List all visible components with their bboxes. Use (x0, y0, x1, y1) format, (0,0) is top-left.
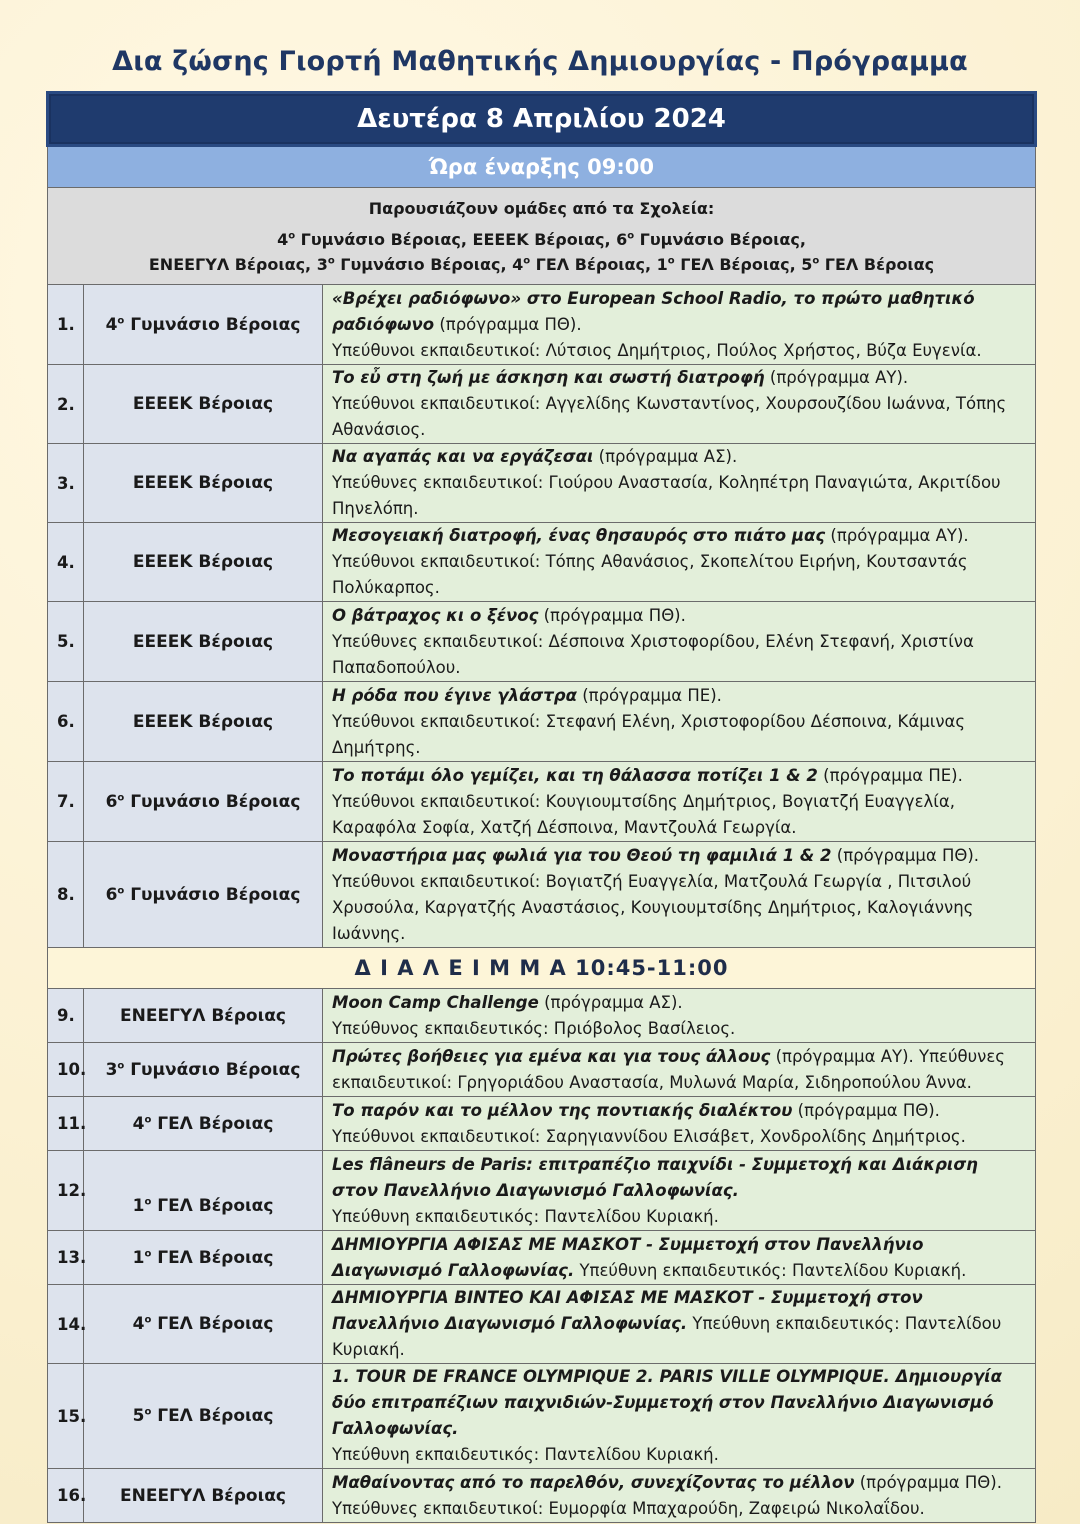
school-name: $4^o$ Γυμνάσιο Βέροιας (84, 285, 323, 365)
row-number: 10. (48, 1043, 84, 1097)
row-number: 1. (48, 285, 84, 365)
table-row (48, 762, 1036, 842)
activity-program: Υπεύθυνη εκπαιδευτικός: Παντελίδου Κυριακή. (332, 1314, 1002, 1359)
table-row (48, 602, 1036, 682)
row-number: 16. (48, 1469, 84, 1523)
activity-title: Να αγαπάς και να εργάζεσαι (332, 447, 594, 466)
school-name: ΕΕΕΕΚ Βέροιας (84, 523, 323, 602)
activity-teachers: Υπεύθυνοι εκπαιδευτικοί: Κουγιουμτσίδης Δημήτριος, Βογιατζή Ευαγγελία, Καραφόλα Σοφία, Χατζή Δέσποινα, Μαντζουλά Γεωργία. (332, 791, 955, 837)
activity-teachers: εκπαιδευτικοί: Γρηγοριάδου Αναστασία, Μυλωνά Μαρία, Σιδηροπούλου Άννα. (332, 1072, 972, 1092)
activity-title: ΔΗΜΙΟΥΡΓΙΑ ΑΦΙΣΑΣ ΜΕ ΜΑΣΚΟΤ - Συμμετοχή στον Πανελλήνιο Διαγωνισμό Γαλλοφωνίας. (332, 1234, 924, 1280)
school-name: $6^o$ Γυμνάσιο Βέροιας (84, 842, 323, 948)
break-row (48, 948, 1036, 989)
activity-title: Πρώτες βοήθειες για εμένα και για τους άλλους (332, 1046, 771, 1066)
activity-teachers: Υπεύθυνοι εκπαιδευτικοί: Αγγελίδης Κωνσταντίνος, Χουρσουζίδου Ιωάννα, Τόπης Αθανάσιος. (332, 394, 1007, 439)
activity-title: Ο βάτραχος κι ο ξένος (332, 605, 539, 625)
row-number: 4. (48, 523, 84, 602)
table-row (48, 1151, 1036, 1231)
school-name: ΕΝΕΕΓΥΛ Βέροιας (84, 1469, 323, 1523)
activity-teachers: Υπεύθυνη εκπαιδευτικός: Παντελίδου Κυριακή. (332, 1206, 719, 1226)
start-time: Ώρα έναρξης 09:00 (48, 146, 1036, 188)
activity-title: Μοναστήρια μας φωλιά για του Θεού τη φαμιλιά 1 & 2 (332, 845, 832, 865)
activity-program: (πρόγραμμα ΠΘ). (854, 1472, 1002, 1492)
table-row (48, 1231, 1036, 1285)
school-name: ΕΕΕΕΚ Βέροιας (84, 365, 323, 444)
table-row (48, 285, 1036, 365)
activity-description (323, 1469, 1036, 1523)
activity-title: Μαθαίνοντας από το παρελθόν, συνεχίζοντας το μέλλον (332, 1472, 855, 1492)
activity-description (323, 1231, 1036, 1285)
intro-block (48, 188, 1036, 285)
activity-description (323, 1151, 1036, 1231)
activity-teachers: Υπεύθυνες εκπαιδευτικοί: Ευμορφία Μπαχαρούδη, Ζαφειρώ Νικολαΐδου. (332, 1498, 925, 1518)
activity-description (323, 842, 1036, 948)
activity-description (323, 444, 1036, 523)
activity-program: (πρόγραμμα ΠΘ). (792, 1100, 940, 1120)
activity-teachers: Υπεύθυνος εκπαιδευτικός: Πριόβολος Βασίλειος. (332, 1018, 736, 1038)
table-row (48, 365, 1036, 444)
row-number: 8. (48, 842, 84, 948)
activity-teachers: Υπεύθυνη εκπαιδευτικός: Παντελίδου Κυριακή. (332, 1445, 719, 1464)
activity-program: (πρόγραμμα ΠΕ). (817, 765, 963, 785)
activity-program: (πρόγραμμα ΑΥ). (825, 526, 969, 545)
activity-description (323, 1285, 1036, 1364)
activity-title: Moon Camp Challenge (332, 992, 539, 1012)
activity-title: Les flâneurs de Paris: επιτραπέζιο παιχνίδι - Συμμετοχή και Διάκριση στον Πανελλήνιο Διαγωνισμό Γαλλοφωνίας. (332, 1154, 978, 1200)
intro-schools-line2: ΕΝΕΕΓΥΛ Βέροιας, $3^o$ Γυμνάσιο Βέροιας, $4^o$ ΓΕΛ Βέροιας, $1^o$ ΓΕΛ Βέροιας, $5^o$ ΓΕΛ Βέροιας (148, 254, 935, 274)
school-name: $1^o$ ΓΕΛ Βέροιας (84, 1151, 323, 1231)
row-number: 14. (48, 1285, 84, 1364)
break-label: Δ Ι Α Λ Ε Ι Μ Μ Α 10:45-11:00 (48, 948, 1036, 989)
schedule-table (46, 91, 1037, 1523)
activity-program: (πρόγραμμα ΠΘ). (538, 605, 686, 625)
table-row (48, 1285, 1036, 1364)
table-row (48, 842, 1036, 948)
table-row (48, 1469, 1036, 1523)
activity-title: Η ρόδα που έγινε γλάστρα (332, 685, 577, 705)
activity-teachers: Υπεύθυνοι εκπαιδευτικοί: Βογιατζή Ευαγγελία, Ματζουλά Γεωργία , Πιτσιλού Χρυσούλα, Καργατζής Αναστάσιος, Κουγιουμτσίδης Δημήτριος, Καλογιάννης Ιωάννης. (332, 871, 974, 943)
school-name: $6^o$ Γυμνάσιο Βέροιας (84, 762, 323, 842)
table-row (48, 1043, 1036, 1097)
intro-row (48, 188, 1036, 285)
table-row (48, 1364, 1036, 1469)
school-name: $4^o$ ΓΕΛ Βέροιας (84, 1097, 323, 1151)
row-number: 12. (48, 1151, 84, 1231)
activity-description (323, 285, 1036, 365)
table-row (48, 1097, 1036, 1151)
row-number: 9. (48, 989, 84, 1043)
activity-description (323, 1097, 1036, 1151)
activity-program: (πρόγραμμα ΑΥ). (764, 368, 909, 387)
day-header-row (48, 93, 1036, 146)
activity-title: «Βρέχει ραδιόφωνο» στο European School Radio, το πρώτο μαθητικό ραδιόφωνο (332, 288, 975, 334)
activity-title: Το εὖ στη ζωή με άσκηση και σωστή διατροφή (332, 368, 765, 387)
row-number: 7. (48, 762, 84, 842)
intro-schools-line1: $4^o$ Γυμνάσιο Βέροιας, ΕΕΕΕΚ Βέροιας, $6^o$ Γυμνάσιο Βέροιας, (277, 229, 806, 249)
row-number: 6. (48, 682, 84, 762)
school-name: $4^o$ ΓΕΛ Βέροιας (84, 1285, 323, 1364)
table-row (48, 682, 1036, 762)
activity-teachers: Υπεύθυνες εκπαιδευτικοί: Γιούρου Αναστασία, Κοληπέτρη Παναγιώτα, Ακριτίδου Πηνελόπη. (332, 473, 1001, 518)
row-number: 5. (48, 602, 84, 682)
school-name: $1^o$ ΓΕΛ Βέροιας (84, 1231, 323, 1285)
activity-program: (πρόγραμμα ΑΣ). (593, 447, 738, 466)
activity-program: (πρόγραμμα ΠΘ). (434, 314, 582, 334)
row-number: 11. (48, 1097, 84, 1151)
start-time-row (48, 146, 1036, 188)
row-number: 3. (48, 444, 84, 523)
activity-teachers: Υπεύθυνοι εκπαιδευτικοί: Σαρηγιαννίδου Ελισάβετ, Χονδρολίδης Δημήτριος. (332, 1126, 966, 1146)
activity-description (323, 1043, 1036, 1097)
activity-teachers: Υπεύθυνοι εκπαιδευτικοί: Λύτσιος Δημήτριος, Πούλος Χρήστος, Βύζα Ευγενία. (332, 340, 982, 360)
school-name: ΕΝΕΕΓΥΛ Βέροιας (84, 989, 323, 1043)
activity-title: 1. TOUR DE FRANCE OLYMPIQUE 2. PARIS VILLE OLYMPIQUE. Δημιουργία δύο επιτραπέζιων παιχνιδιών-Συμμετοχή στον Πανελλήνιο Διαγωνισμό Γαλλοφωνίας. (332, 1367, 1002, 1438)
activity-program: (πρόγραμμα ΠΘ). (831, 845, 980, 865)
activity-title: Το παρόν και το μέλλον της ποντιακής διαλέκτου (332, 1100, 793, 1120)
activity-title: Το ποτάμι όλο γεμίζει, και τη θάλασσα ποτίζει 1 & 2 (332, 765, 818, 785)
activity-description (323, 523, 1036, 602)
table-row (48, 523, 1036, 602)
activity-program: (πρόγραμμα ΑΣ). (538, 992, 683, 1012)
activity-teachers: Υπεύθυνοι εκπαιδευτικοί: Τόπης Αθανάσιος, Σκοπελίτου Ειρήνη, Κουτσαντάς Πολύκαρπος. (332, 552, 968, 597)
school-name: ΕΕΕΕΚ Βέροιας (84, 444, 323, 523)
row-number: 2. (48, 365, 84, 444)
activity-teachers: Υπεύθυνες εκπαιδευτικοί: Δέσποινα Χριστοφορίδου, Ελένη Στεφανή, Χριστίνα Παπαδοπούλου. (332, 631, 974, 677)
activity-teachers: Υπεύθυνοι εκπαιδευτικοί: Στεφανή Ελένη, Χριστοφορίδου Δέσποινα, Κάμινας Δημήτρης. (332, 711, 966, 757)
table-row (48, 989, 1036, 1043)
activity-description (323, 602, 1036, 682)
activity-description (323, 762, 1036, 842)
page-title: Δια ζώσης Γιορτή Μαθητικής Δημιουργίας - Πρόγραμμα (112, 46, 968, 77)
activity-description (323, 682, 1036, 762)
row-number: 15. (48, 1364, 84, 1469)
day-header: Δευτέρα 8 Απριλίου 2024 (48, 93, 1036, 146)
school-name: $3^o$ Γυμνάσιο Βέροιας (84, 1043, 323, 1097)
activity-program: (πρόγραμμα ΑΥ). Υπεύθυνες (770, 1046, 1005, 1066)
school-name: $5^o$ ΓΕΛ Βέροιας (84, 1364, 323, 1469)
school-name: ΕΕΕΕΚ Βέροιας (84, 682, 323, 762)
activity-description (323, 365, 1036, 444)
activity-description (323, 989, 1036, 1043)
activity-description (323, 1364, 1036, 1469)
activity-title: Μεσογειακή διατροφή, ένας θησαυρός στο πιάτο μας (332, 526, 826, 545)
school-name: ΕΕΕΕΚ Βέροιας (84, 602, 323, 682)
row-number: 13. (48, 1231, 84, 1285)
activity-program: (πρόγραμμα ΠΕ). (576, 685, 722, 705)
activity-title: ΔΗΜΙΟΥΡΓΙΑ ΒΙΝΤΕΟ ΚΑΙ ΑΦΙΣΑΣ ΜΕ ΜΑΣΚΟΤ - Συμμετοχή στον Πανελλήνιο Διαγωνισμό Γαλλοφωνίας. (332, 1288, 923, 1333)
activity-program: Υπεύθυνη εκπαιδευτικός: Παντελίδου Κυριακή. (574, 1260, 967, 1280)
table-row (48, 444, 1036, 523)
intro-heading: Παρουσιάζουν ομάδες από τα Σχολεία: (368, 198, 715, 218)
